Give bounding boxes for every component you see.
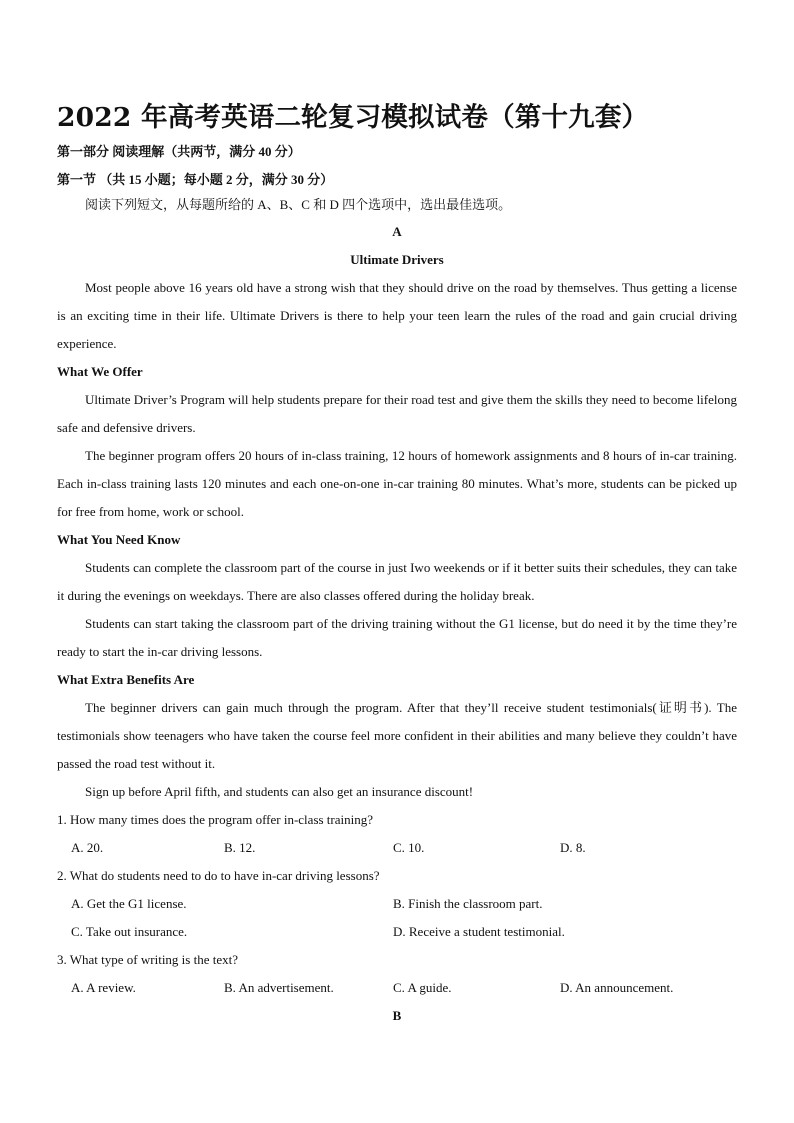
option-b[interactable]: B. An advertisement. <box>224 980 334 995</box>
paragraph-offer-2: The beginner program offers 20 hours of in-class training, 12 hours of homework assignments and 8 hours of in-car training. Each in-class training lasts 120 minutes and each one-on-one in-car training 80 minutes. What’s more, students can be picked up for free from home, work or school. <box>57 448 737 519</box>
exam-page <box>57 100 737 1030</box>
question-2: 2. What do students need to do to have in-car driving lessons? <box>57 868 380 883</box>
section-heading: 第一节 （共 15 小题；每小题 2 分，满分 30 分） <box>57 172 334 187</box>
question-3-options <box>57 974 737 1002</box>
subheading-know: What You Need Know <box>57 532 181 547</box>
option-a[interactable]: A. 20. <box>71 840 104 855</box>
subheading-benefits: What Extra Benefits Are <box>57 672 195 687</box>
option-d[interactable]: D. 8. <box>560 840 586 855</box>
question-2-options-row-1 <box>57 890 737 918</box>
paragraph-offer-1: Ultimate Driver’s Program will help students prepare for their road test and give them the skills they need to become lifelong safe and defensive drivers. <box>57 392 737 435</box>
option-c[interactable]: C. Take out insurance. <box>71 924 188 939</box>
page-title: 2022 年高考英语二轮复习模拟试卷（第十九套） <box>57 102 649 133</box>
option-d[interactable]: D. Receive a student testimonial. <box>393 924 565 939</box>
instructions: 阅读下列短文，从每题所给的 A、B、C 和 D 四个选项中，选出最佳选项。 <box>85 197 512 212</box>
question-1-options <box>57 834 737 862</box>
next-passage-label: B <box>392 1008 402 1023</box>
paragraph-benefits-1: The beginner drivers can gain much through the program. After that they’ll receive student testimonials(证明书). The testimonials show teenagers who have taken the course feel more confident in their abilities and many believe they couldn’t have passed the road test without it. <box>57 700 737 771</box>
part-heading: 第一部分 阅读理解（共两节，满分 40 分） <box>57 144 301 159</box>
option-c[interactable]: C. 10. <box>393 840 425 855</box>
option-a[interactable]: A. A review. <box>71 980 136 995</box>
option-a[interactable]: A. Get the G1 license. <box>71 896 187 911</box>
option-c[interactable]: C. A guide. <box>393 980 452 995</box>
question-1: 1. How many times does the program offer in-class training? <box>57 812 374 827</box>
passage-title: Ultimate Drivers <box>350 252 444 267</box>
paragraph-intro: Most people above 16 years old have a strong wish that they should drive on the road by themselves. Thus getting a license is an exciting time in their life. Ultimate Drivers is there to help your teen learn the rules of the road and gain crucial driving experience. <box>57 280 737 351</box>
paragraph-benefits-2: Sign up before April fifth, and students can also get an insurance discount! <box>85 784 474 799</box>
passage-label: A <box>392 224 402 239</box>
option-d[interactable]: D. An announcement. <box>560 980 674 995</box>
subheading-offer: What We Offer <box>57 364 143 379</box>
paragraph-know-1: Students can complete the classroom part of the course in just Iwo weekends or if it better suits their schedules, they can take it during the evenings on weekdays. There are also classes offered during the holiday break. <box>57 560 737 603</box>
option-b[interactable]: B. Finish the classroom part. <box>393 896 543 911</box>
option-b[interactable]: B. 12. <box>224 840 256 855</box>
paragraph-know-2: Students can start taking the classroom part of the driving training without the G1 license, but do need it by the time they’re ready to start the in-car driving lessons. <box>57 616 737 659</box>
question-2-options-row-2 <box>57 918 737 946</box>
question-3: 3. What type of writing is the text? <box>57 952 238 967</box>
